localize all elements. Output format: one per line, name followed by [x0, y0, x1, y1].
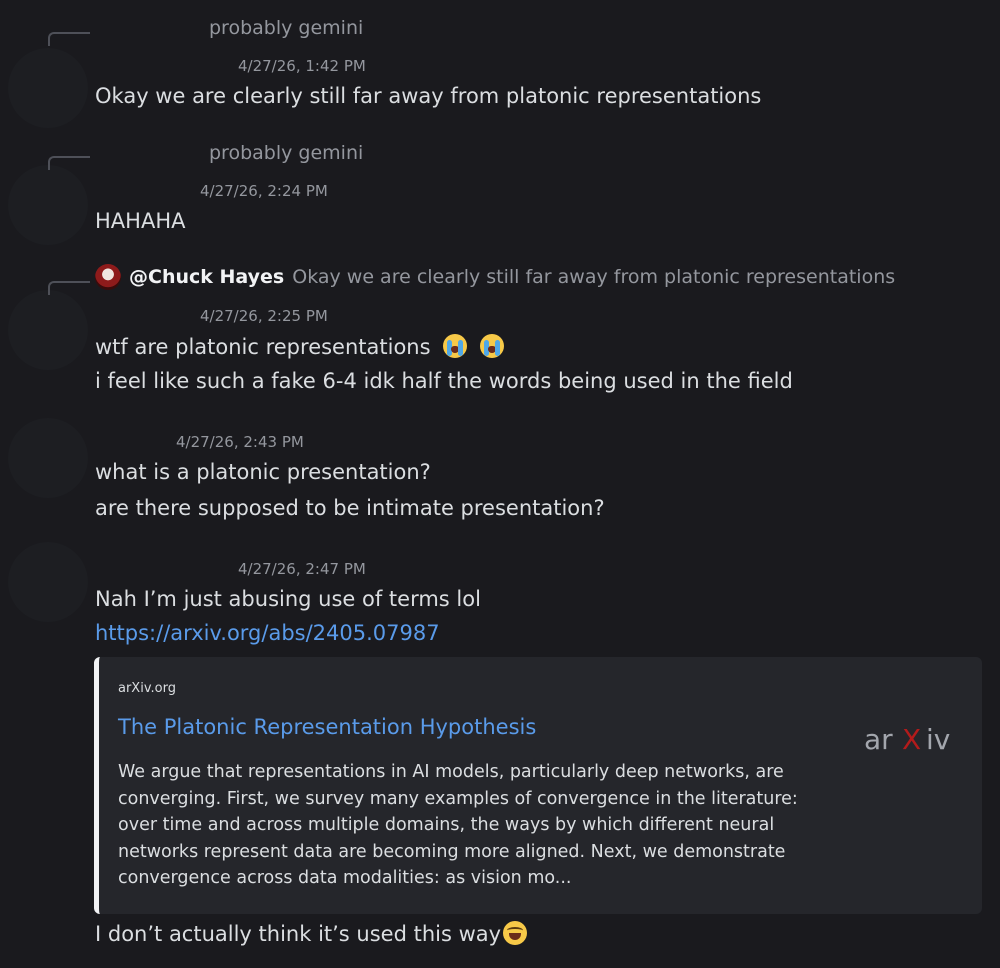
- avatar[interactable]: [8, 542, 88, 622]
- message-text: are there supposed to be intimate presentation?: [95, 496, 605, 520]
- logo-text-left: ar: [864, 723, 893, 756]
- logo-text-right: iv: [926, 723, 951, 756]
- avatar[interactable]: [8, 165, 88, 245]
- message-timestamp[interactable]: 4/27/26, 2:43 PM: [176, 433, 304, 451]
- link-embed: [94, 657, 982, 914]
- message-timestamp[interactable]: 4/27/26, 2:24 PM: [200, 182, 328, 200]
- avatar[interactable]: [8, 48, 88, 128]
- message-line: [95, 334, 504, 359]
- reply-preview-text: Okay we are clearly still far away from platonic representations: [292, 266, 896, 288]
- reply-spine: [48, 281, 90, 295]
- reply-spine: [48, 32, 90, 46]
- message-line: [95, 921, 527, 946]
- laughing-emoji-icon: [503, 921, 527, 945]
- message-text: Okay we are clearly still far away from platonic representations: [95, 84, 762, 108]
- arxiv-logo-icon[interactable]: [864, 719, 964, 759]
- message-timestamp[interactable]: 4/27/26, 2:25 PM: [200, 307, 328, 325]
- avatar[interactable]: [8, 290, 88, 370]
- message-text: i feel like such a fake 6-4 idk half the words being used in the field: [95, 369, 793, 393]
- reply-preview[interactable]: [95, 264, 895, 290]
- reply-preview-text: probably gemini: [209, 17, 364, 39]
- reply-spine: [48, 156, 90, 170]
- embed-provider[interactable]: arXiv.org: [118, 681, 176, 696]
- message-text: I don’t actually think it’s used this way: [95, 922, 502, 946]
- embed-description: We argue that representations in AI models, particularly deep networks, are converging. First, we survey many examples of convergence in the literature: over time and across multiple domains, the ways by which different neural networks represent data are becoming more aligned. Next, we demonstrate convergence across data modalities: as vision mo...: [118, 762, 798, 888]
- reply-mention[interactable]: @Chuck Hayes: [129, 266, 285, 288]
- reply-avatar[interactable]: [95, 264, 121, 290]
- message-text: HAHAHA: [95, 209, 186, 233]
- arxiv-link[interactable]: https://arxiv.org/abs/2405.07987: [95, 621, 440, 645]
- message-timestamp[interactable]: 4/27/26, 1:42 PM: [238, 57, 366, 75]
- message-text: what is a platonic presentation?: [95, 460, 431, 484]
- message-text: wtf are platonic representations: [95, 335, 431, 359]
- avatar[interactable]: [8, 418, 88, 498]
- logo-text-x: X: [902, 723, 922, 756]
- message-text: Nah I’m just abusing use of terms lol: [95, 587, 481, 611]
- loudly-crying-emoji-icon: [480, 334, 504, 358]
- reply-preview-text: probably gemini: [209, 142, 364, 164]
- message-timestamp[interactable]: 4/27/26, 2:47 PM: [238, 560, 366, 578]
- reply-preview[interactable]: [209, 142, 363, 164]
- loudly-crying-emoji-icon: [443, 334, 467, 358]
- reply-preview[interactable]: [209, 17, 363, 39]
- embed-title-link[interactable]: The Platonic Representation Hypothesis: [118, 715, 537, 739]
